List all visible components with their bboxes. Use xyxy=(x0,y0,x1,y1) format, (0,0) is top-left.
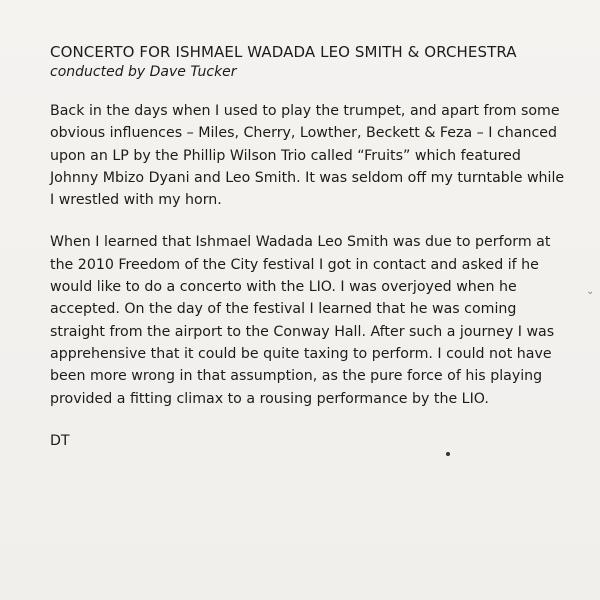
author-initials: DT xyxy=(50,432,70,449)
liner-notes-content xyxy=(50,42,570,452)
edge-scratch-mark: ⌄ xyxy=(586,286,595,297)
paragraph-influences: Back in the days when I used to play the trumpet, and apart from some obvious influences – Miles, Cherry, Lowther, Beckett & Feza – I chanced upon an LP by the Phillip Wilson Trio called “Fruits” which featured Johnny Mbizo Dyani and Leo Smith. It was seldom off my turntable while I wrestled with my horn. xyxy=(50,103,565,209)
piece-title: CONCERTO FOR ISHMAEL WADADA LEO SMITH & ORCHESTRA xyxy=(50,43,517,61)
conductor-credit: conducted by Dave Tucker xyxy=(50,64,237,80)
paragraph-concerto: When I learned that Ishmael Wadada Leo Smith was due to perform at the 2010 Freedom of the City festival I got in contact and asked if he would like to do a concerto with the LIO. I was overjoyed when he accepted. On the day of the festival I learned that he was coming straight from the airport to the Conway Hall. After such a journey I was apprehensive that it could be quite taxing to perform. I could not have been more wrong in that assumption, as the pure force of his playing provided a fitting climax to a rousing performance by the LIO. xyxy=(50,234,555,407)
dust-speck xyxy=(446,452,450,456)
